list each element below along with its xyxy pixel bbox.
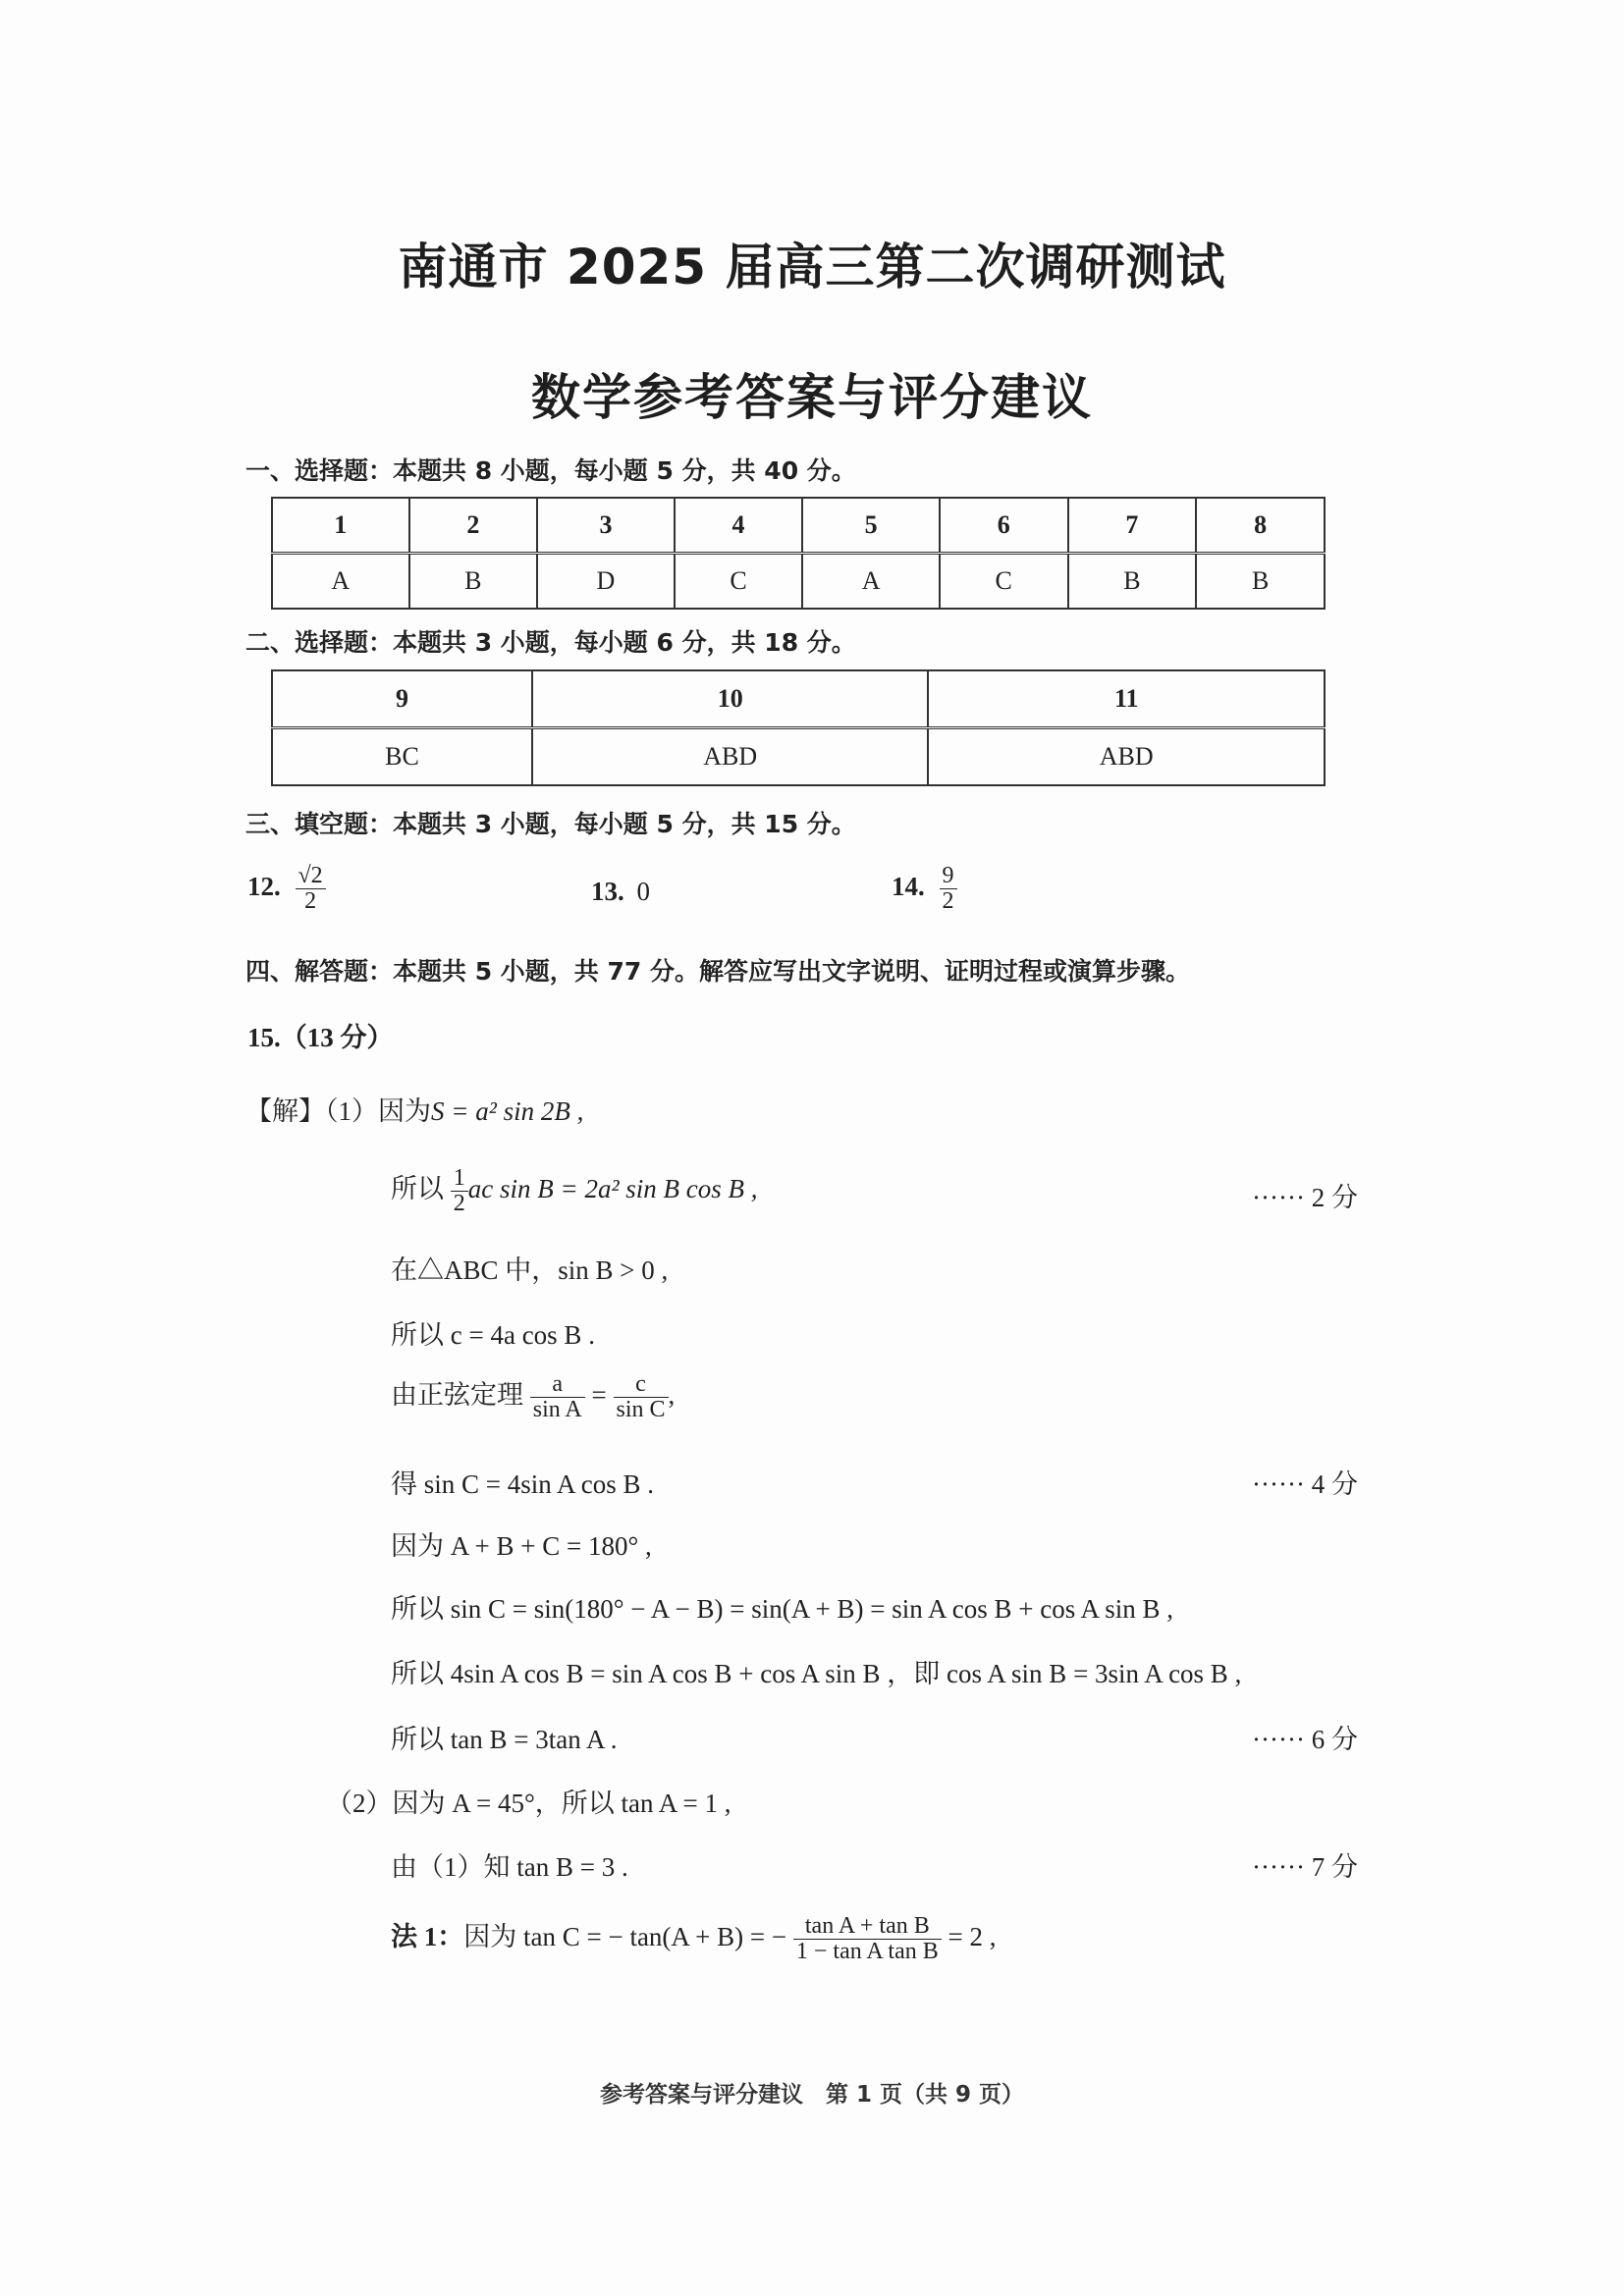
answer-cell: D (537, 554, 675, 610)
question-number-cell: 7 (1068, 498, 1197, 554)
answer-cell: ABD (928, 728, 1325, 786)
q12-label: 12. (247, 871, 281, 901)
q13-value: 0 (636, 877, 650, 906)
score-mark-7: ······ 7 分 (1252, 1852, 1358, 1882)
q13-label: 13. (591, 877, 624, 906)
solution-line-7: 因为 A + B + C = 180° , (391, 1531, 652, 1561)
answer-cell: ABD (532, 728, 928, 786)
q12-numerator: √2 (296, 864, 326, 889)
solution-line-2-prefix: 所以 (391, 1173, 444, 1203)
score-mark-2: ······ 2 分 (1252, 1183, 1358, 1212)
solution-line-13-prefix: 因为 tan C = − tan(A + B) = − (463, 1921, 787, 1951)
answer-q13 (591, 877, 650, 907)
solution-line-11: （2）因为 A = 45°，所以 tan A = 1 , (326, 1789, 731, 1818)
question-number-cell: 2 (409, 498, 538, 554)
section4-heading: 四、解答题：本题共 5 小题，共 77 分。解答应写出文字说明、证明过程或演算步骤。 (245, 957, 1191, 986)
solution-line-5-end: , (668, 1379, 676, 1410)
answer-q12 (247, 864, 326, 914)
answer-row (272, 554, 1325, 610)
answer-cell: C (675, 554, 803, 610)
solution-line-13 (391, 1914, 996, 1964)
section1-heading: 一、选择题：本题共 8 小题，每小题 5 分，共 40 分。 (245, 456, 856, 485)
sine-law-c-numerator: c (614, 1372, 669, 1398)
half-numerator: 1 (451, 1166, 468, 1192)
method-1-label: 法 1： (391, 1921, 464, 1951)
question-number-cell: 5 (802, 498, 940, 554)
answer-cell: B (1196, 554, 1325, 610)
answer-cell: C (940, 554, 1068, 610)
answer-cell: BC (272, 728, 532, 786)
question-number-cell: 9 (272, 670, 532, 728)
q14-denominator: 2 (942, 888, 954, 915)
question-number-cell: 6 (940, 498, 1068, 554)
q14-label: 14. (892, 871, 925, 901)
solution-line-2-math: ac sin B = 2a² sin B cos B , (467, 1173, 758, 1203)
sine-law-equals: = (591, 1379, 607, 1410)
sine-law-c-denominator: sin C (616, 1397, 666, 1423)
tan-sum-fraction (793, 1914, 942, 1964)
question-number-row (272, 498, 1325, 554)
question-number-cell: 10 (532, 670, 928, 728)
answer-cell: B (1068, 554, 1197, 610)
q14-numerator: 9 (940, 864, 957, 889)
solution-line-5 (391, 1372, 675, 1422)
question-number-cell: 3 (537, 498, 675, 554)
solution-line-13-end: = 2 , (947, 1921, 997, 1951)
tan-sum-denominator: 1 − tan A tan B (795, 1939, 939, 1965)
score-mark-6: ······ 6 分 (1252, 1725, 1358, 1754)
document-title: 南通市 2025 届高三第二次调研测试 (398, 239, 1226, 295)
page-footer: 参考答案与评分建议 第 1 页（共 9 页） (599, 2082, 1025, 2108)
solution-line-1-prefix: 【解】（1）因为 (245, 1096, 431, 1126)
q14-fraction (940, 864, 957, 914)
sine-law-a-denominator: sin A (532, 1397, 582, 1423)
question-number-row (272, 670, 1325, 728)
question-number-cell: 8 (1196, 498, 1325, 554)
solution-line-12: 由（1）知 tan B = 3 . (391, 1852, 628, 1882)
solution-line-4: 所以 c = 4a cos B . (391, 1320, 595, 1350)
solution-line-10: 所以 tan B = 3tan A . (391, 1725, 618, 1754)
q15-label: 15.（13 分） (247, 1023, 394, 1052)
solution-line-2 (391, 1166, 758, 1216)
question-number-cell: 1 (272, 498, 409, 554)
half-denominator: 2 (453, 1191, 465, 1217)
solution-line-6: 得 sin C = 4sin A cos B . (391, 1469, 655, 1499)
solution-line-1 (245, 1090, 583, 1128)
score-mark-4: ······ 4 分 (1252, 1469, 1358, 1499)
sine-law-a-numerator: a (530, 1372, 585, 1398)
answer-row (272, 728, 1325, 786)
solution-line-8: 所以 sin C = sin(180° − A − B) = sin(A + B) = sin A cos B + cos A sin B , (391, 1594, 1173, 1624)
solution-line-1-math: S = a² sin 2B , (431, 1096, 584, 1126)
question-number-cell: 4 (675, 498, 803, 554)
section2-heading: 二、选择题：本题共 3 小题，每小题 6 分，共 18 分。 (245, 628, 856, 657)
solution-line-3: 在△ABC 中，sin B > 0 , (391, 1255, 669, 1285)
half-fraction (451, 1166, 468, 1216)
section2-answer-table (271, 669, 1326, 786)
sine-law-fraction-a (530, 1372, 585, 1422)
answer-q14 (892, 864, 957, 914)
solution-line-9: 所以 4sin A cos B = sin A cos B + cos A sin B ，即 cos A sin B = 3sin A cos B , (391, 1659, 1242, 1688)
document-subtitle: 数学参考答案与评分建议 (531, 369, 1093, 426)
sine-law-fraction-c (614, 1372, 669, 1422)
answer-cell: B (409, 554, 538, 610)
question-number-cell: 11 (928, 670, 1325, 728)
solution-line-5-prefix: 由正弦定理 (391, 1379, 523, 1410)
q12-fraction (296, 864, 326, 914)
section3-heading: 三、填空题：本题共 3 小题，每小题 5 分，共 15 分。 (245, 810, 856, 838)
section1-answer-table (271, 497, 1326, 610)
q12-denominator: 2 (304, 888, 317, 915)
answer-cell: A (802, 554, 940, 610)
tan-sum-numerator: tan A + tan B (793, 1914, 942, 1940)
answer-cell: A (272, 554, 409, 610)
